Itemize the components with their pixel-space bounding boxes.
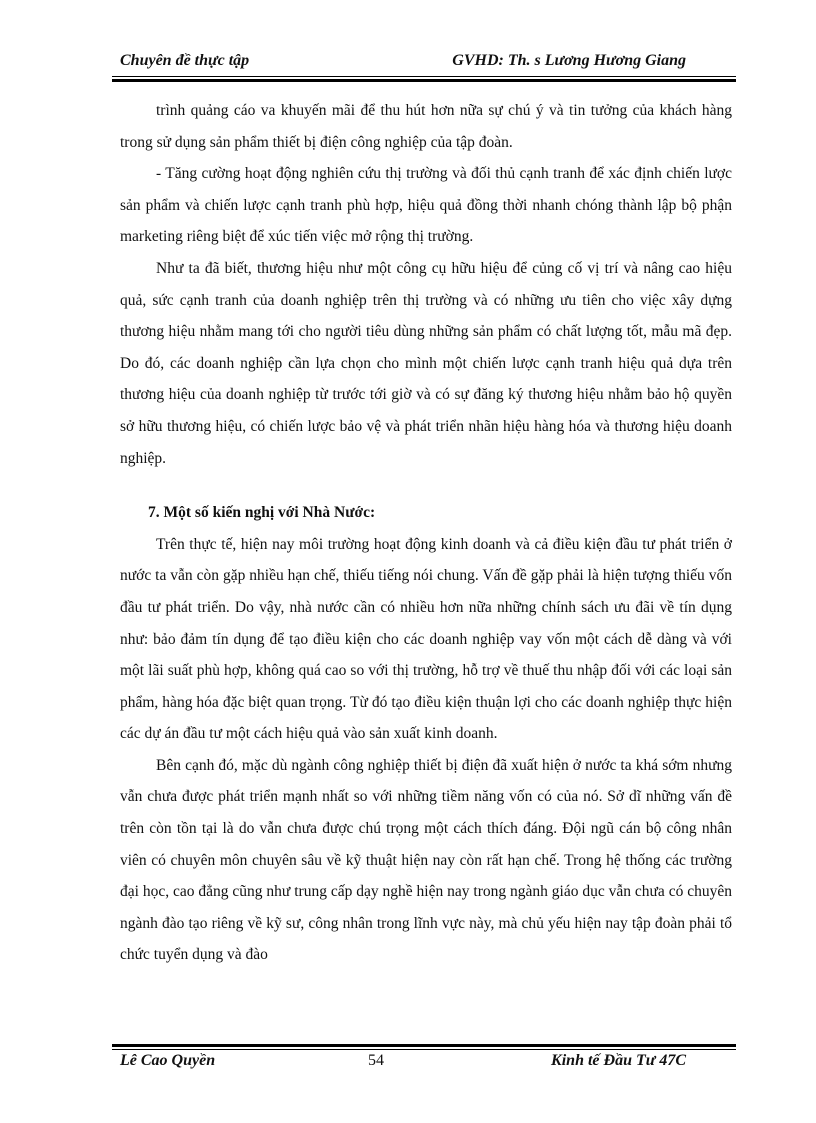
page-number: 54 [368, 1052, 384, 1069]
footer-rule-thick [112, 1044, 736, 1047]
footer-class: Kinh tế Đầu Tư 47C [551, 1052, 686, 1069]
header-rule-thick [112, 79, 736, 82]
footer-author: Lê Cao Quyền [120, 1052, 216, 1069]
paragraph: Bên cạnh đó, mặc dù ngành công nghiệp thiết bị điện đã xuất hiện ở nước ta khá sớm nhưng vẫn chưa được phát triển mạnh nhất so với những tiềm năng vốn có của nó. Sở dĩ những vấn đề trên còn tồn tại là do vẫn chưa được chú trọng một cách thích đáng. Đội ngũ cán bộ công nhân viên có chuyên môn chuyên sâu về kỹ thuật hiện nay còn rất hạn chế. Trong hệ thống các trường đại học, cao đẳng cũng như trung cấp dạy nghề hiện nay trong ngành giáo dục vẫn chưa có chuyên ngành đào tạo riêng về kỹ sư, công nhân trong lĩnh vực này, mà chủ yếu hiện nay tập đoàn phải tổ chức tuyển dụng và đào [120, 756, 732, 964]
paragraph: - Tăng cường hoạt động nghiên cứu thị trường và đối thủ cạnh tranh để xác định chiến lược sản phẩm và chiến lược cạnh tranh phù hợp, hiệu quả đồng thời nhanh chóng thành lập bộ phận marketing riêng biệt để xúc tiến việc mở rộng thị trường. [120, 165, 732, 246]
paragraph: Như ta đã biết, thương hiệu như một công cụ hữu hiệu để củng cố vị trí và nâng cao hiệu quả, sức cạnh tranh của doanh nghiệp trên thị trường và có những ưu tiên cho việc xây dựng thương hiệu nhằm mang tới cho người tiêu dùng những sản phẩm có chất lượng tốt, mẫu mã đẹp. Do đó, các doanh nghiệp cần lựa chọn cho mình một chiến lược cạnh tranh hiệu quả dựa trên thương hiệu của doanh nghiệp từ trước tới giờ và có sự đăng ký thương hiệu nhằm bảo hộ quyền sở hữu thương hiệu, có chiến lược bảo vệ và phát triển nhãn hiệu hàng hóa và thương hiệu doanh nghiệp. [120, 259, 732, 467]
paragraph: trình quảng cáo va khuyến mãi để thu hút hơn nữa sự chú ý và tin tưởng của khách hàng trong sử dụng sản phẩm thiết bị điện công nghiệp của tập đoàn. [120, 102, 732, 151]
header-rule-thin [112, 76, 736, 77]
header-supervisor: GVHD: Th. s Lương Hương Giang [452, 52, 686, 69]
header-title: Chuyên đề thực tập [120, 52, 250, 69]
section-heading: 7. Một số kiến nghị với Nhà Nước: [148, 504, 376, 522]
paragraph: Trên thực tế, hiện nay môi trường hoạt động kinh doanh và cả điều kiện đầu tư phát triển ở nước ta vẫn còn gặp nhiều hạn chế, thiếu tiếng nói chung. Vấn đề gặp phải là hiện tượng thiếu vốn đầu tư phát triển. Do vậy, nhà nước cần có nhiều hơn nữa những chính sách ưu đãi về tín dụng như: bảo đảm tín dụng để tạo điều kiện cho các doanh nghiệp vay vốn một cách dễ dàng và với một lãi suất phù hợp, không quá cao so với thị trường, hỗ trợ về thuế thu nhập đối với các loại sản phẩm, hàng hóa đặc biệt quan trọng. Từ đó tạo điều kiện thuận lợi cho các doanh nghiệp thực hiện các dự án đầu tư một cách hiệu quả vào sản xuất kinh doanh. [120, 535, 732, 743]
document-body [120, 95, 732, 971]
page-footer [112, 1050, 736, 1076]
page-header [112, 50, 736, 76]
